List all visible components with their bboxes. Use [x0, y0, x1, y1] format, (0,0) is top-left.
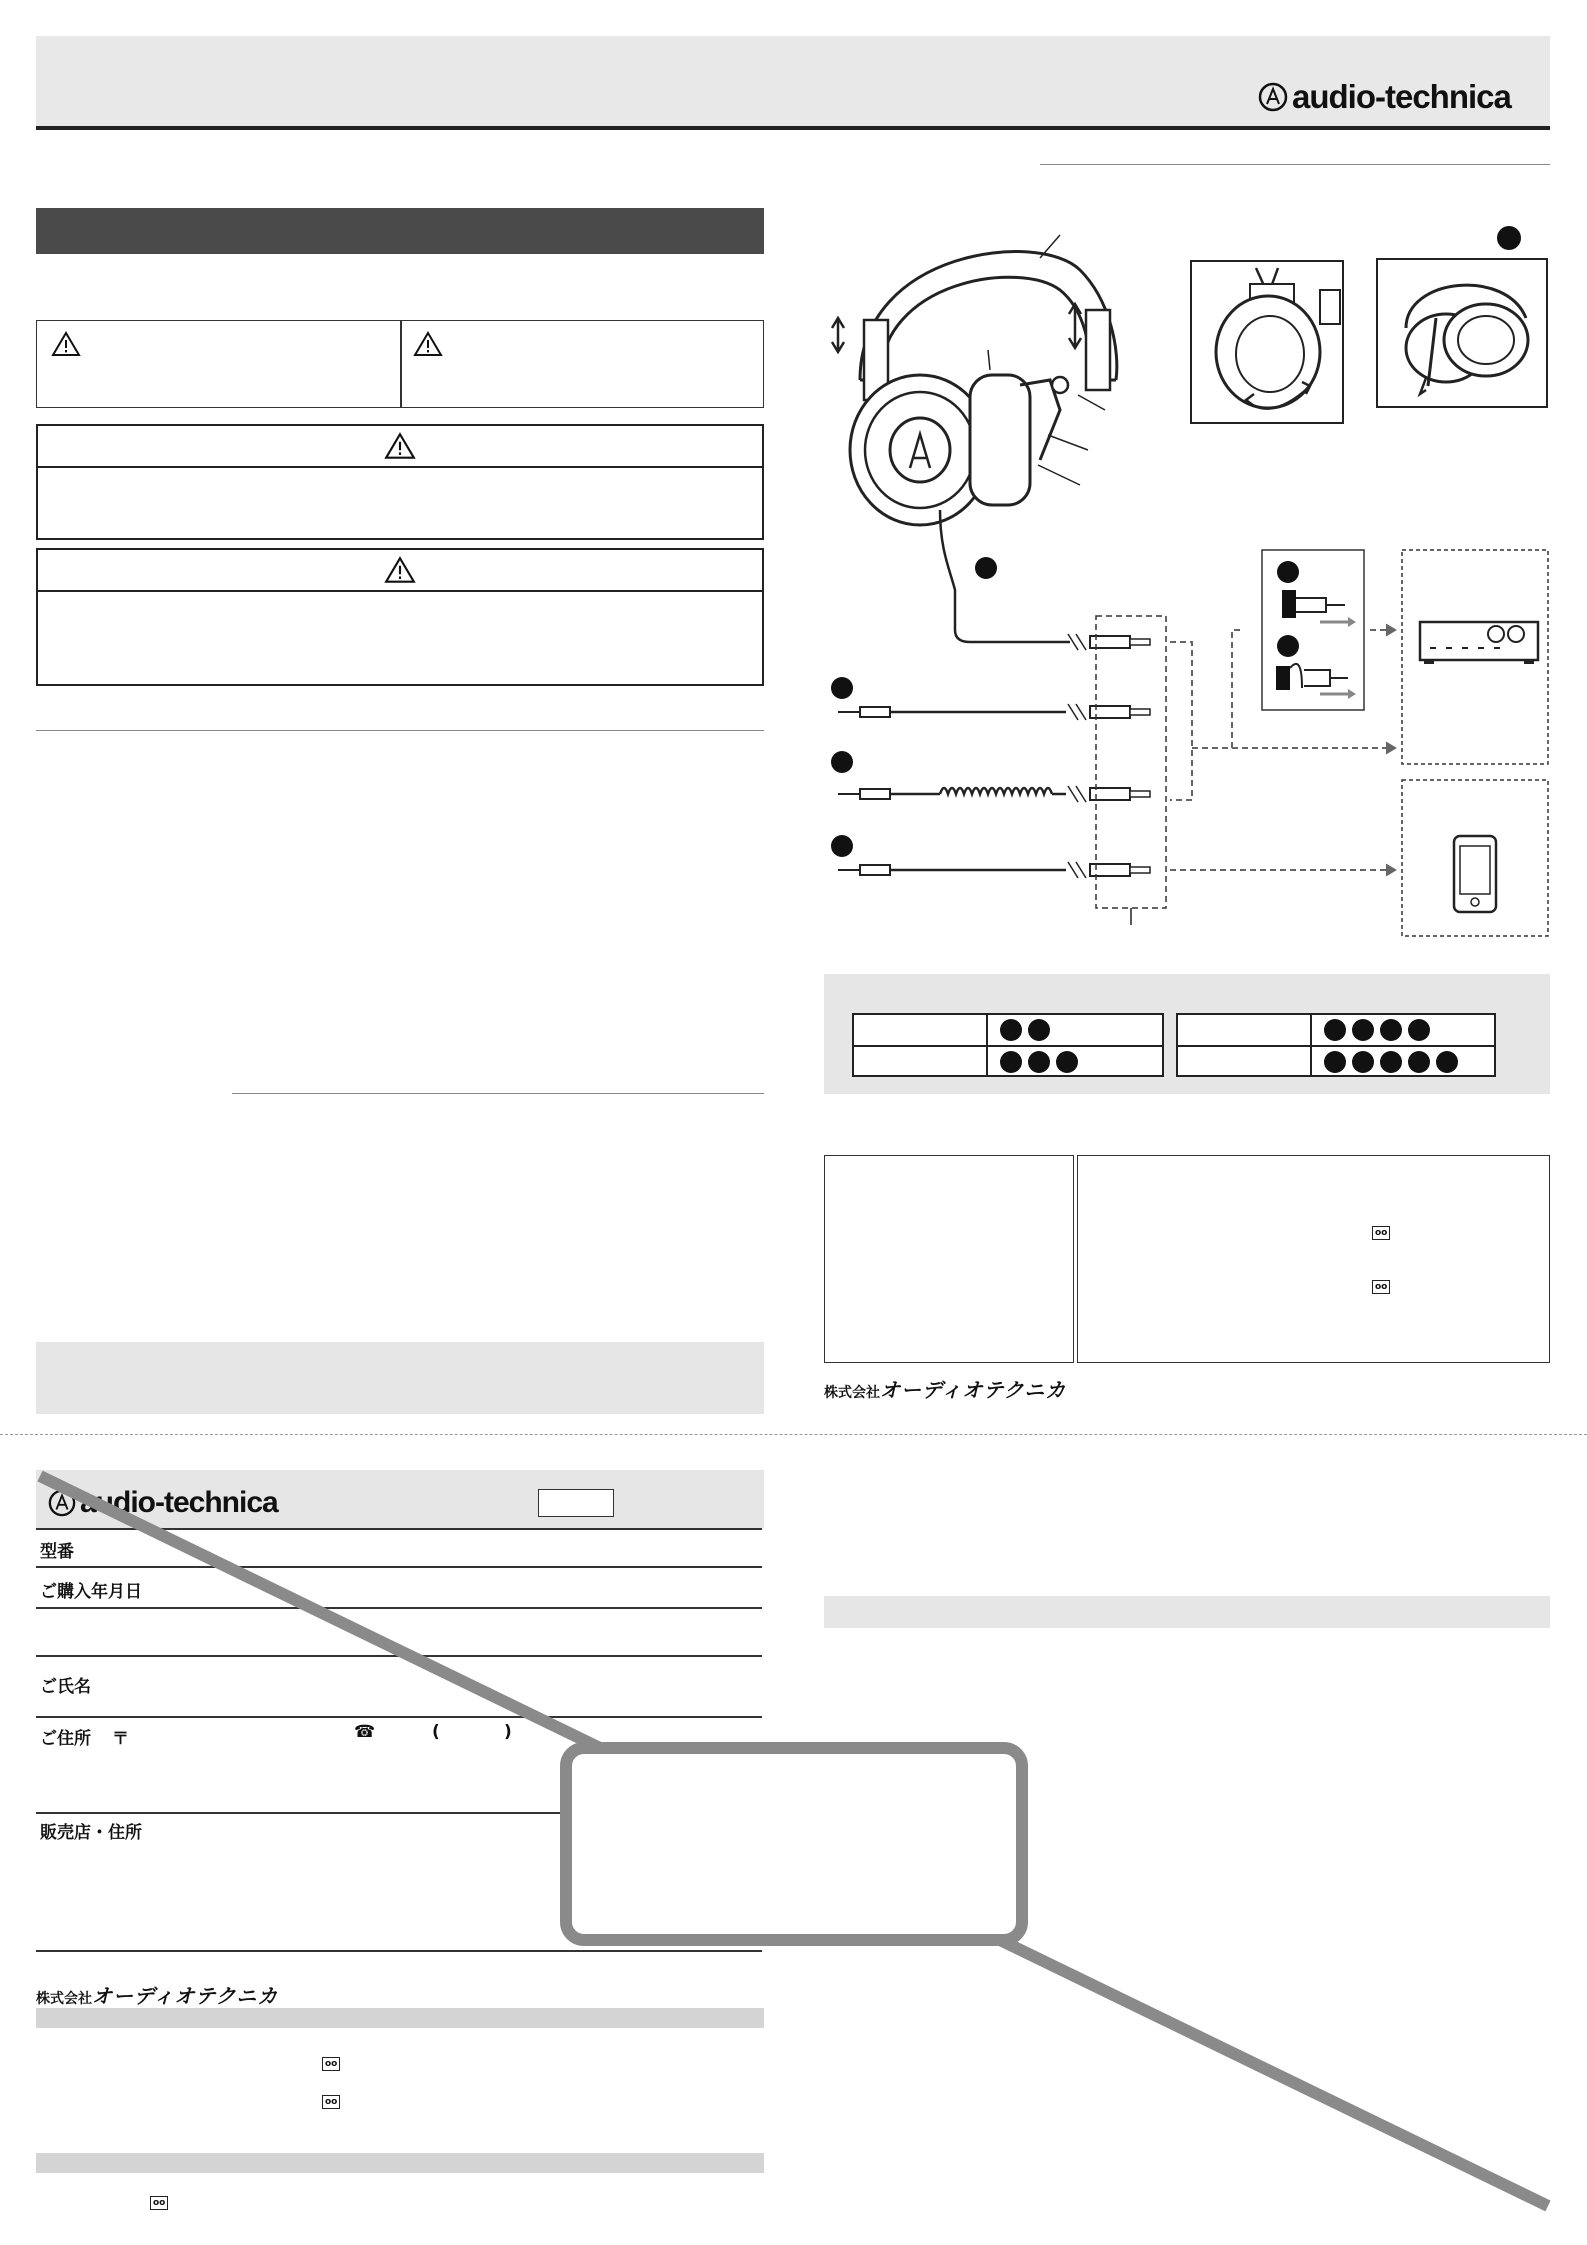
free-dial-icon: oo [1372, 1280, 1390, 1294]
postal-mark: 〒 [112, 1729, 129, 1749]
free-dial-icon: oo [1372, 1226, 1390, 1240]
label-address: ご住所 [40, 1729, 91, 1749]
paren-open: ( [432, 1722, 440, 1742]
label-name: ご氏名 [40, 1677, 91, 1697]
free-dial-icon: oo [150, 2196, 168, 2210]
brand-text: audio-technica [1292, 78, 1511, 115]
company-logo: 株式会社オーディオテクニカ [36, 1984, 279, 2008]
free-dial-icon: oo [322, 2095, 340, 2109]
phone-icon: ☎ [354, 1722, 376, 1742]
form-brand: audio-technica [48, 1486, 278, 1520]
label-dealer: 販売店・住所 [40, 1823, 142, 1843]
label-purchase-date: ご購入年月日 [40, 1582, 142, 1602]
free-dial-icon: oo [322, 2057, 340, 2071]
label-model: 型番 [40, 1542, 74, 1562]
paren-close: ) [504, 1722, 512, 1742]
company-logo: 株式会社オーディオテクニカ [824, 1378, 1067, 1402]
